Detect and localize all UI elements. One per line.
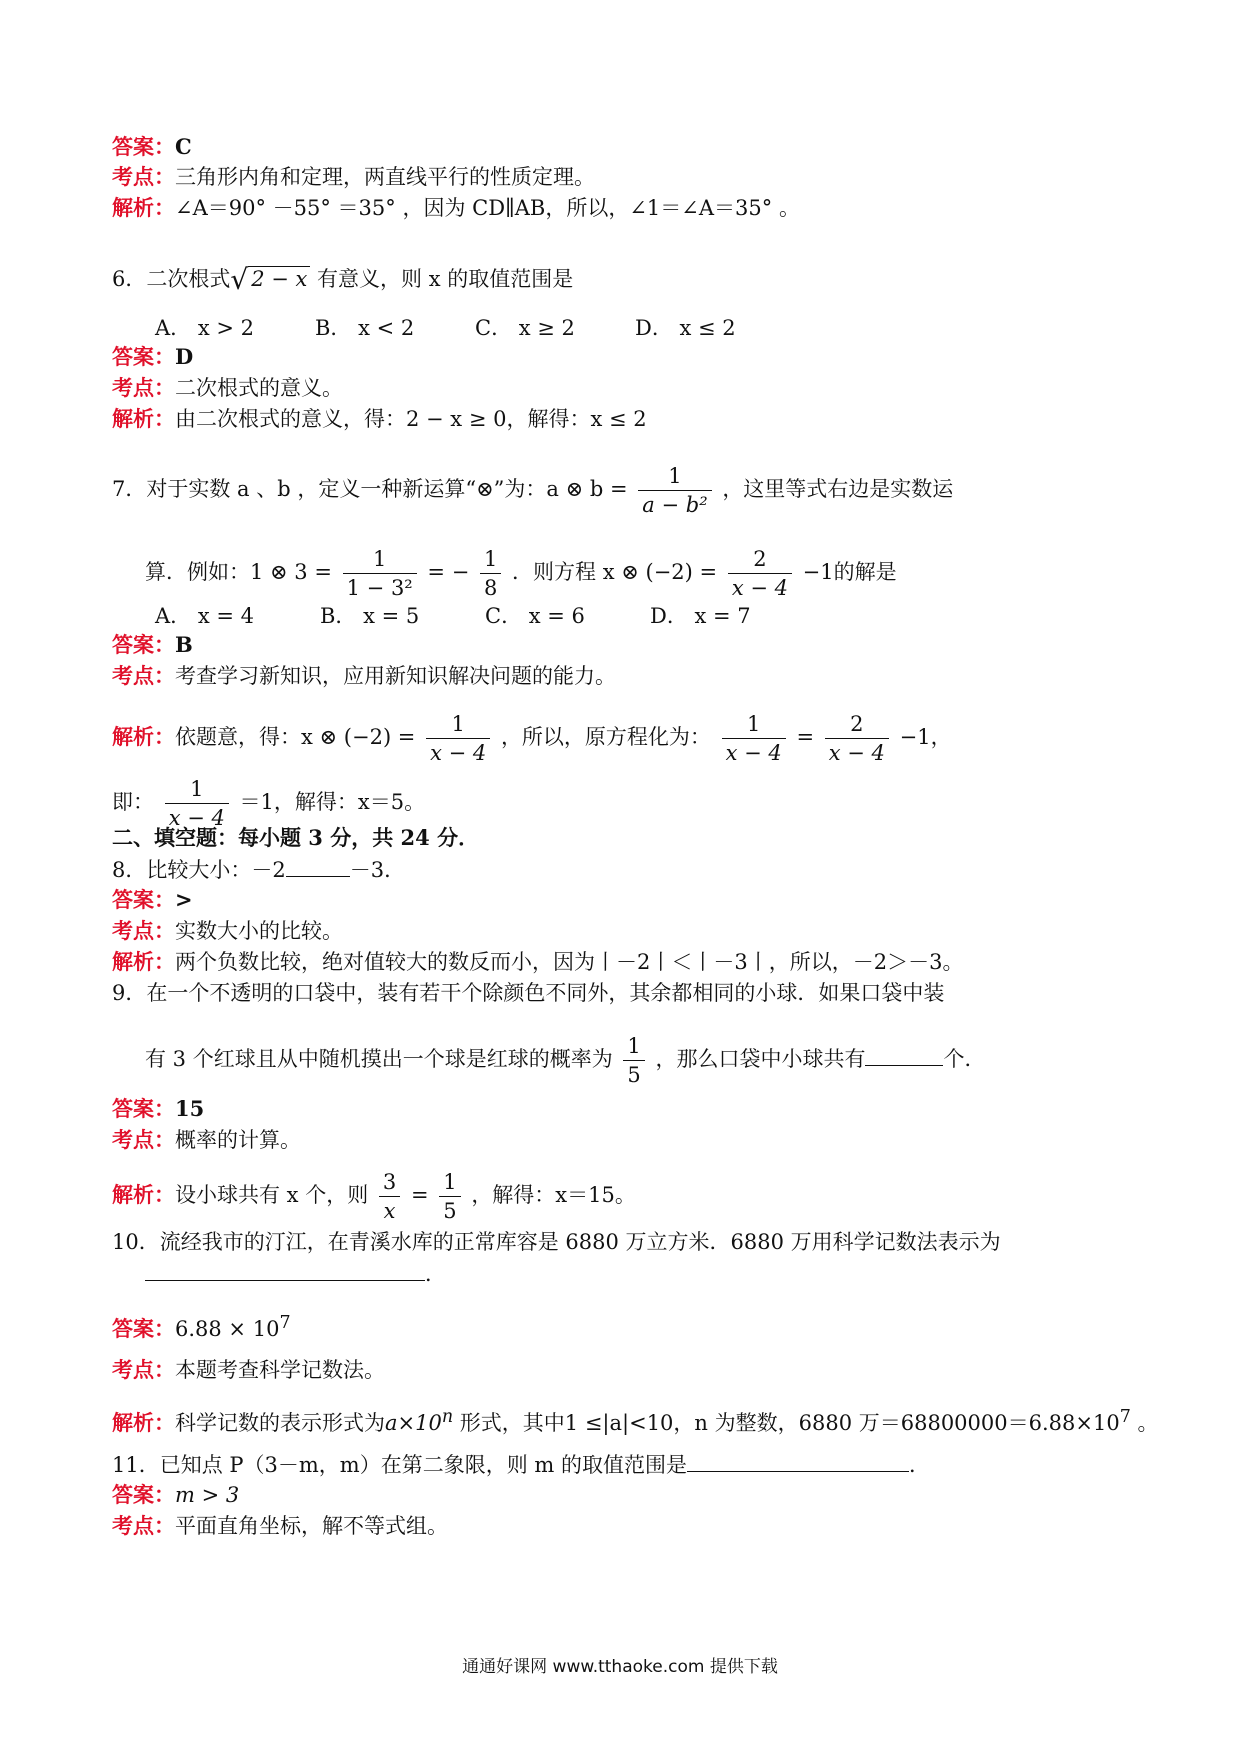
section-heading: 二、填空题：每小题 3 分，共 24 分． — [112, 825, 480, 850]
q7-analysis-line2: 即： $\frac{1}{x - 4}$ ＝1，解得：x＝5。 — [112, 777, 426, 830]
q9-stem-line2: 有 3 个红球且从中随机摸出一个球是红球的概率为 $\frac{1}{5}$ ，那么口袋中小球共有 个． — [145, 1034, 986, 1087]
fraction: $\frac{1}{x - 4}$ — [722, 710, 786, 767]
q9-point: 考点：概率的计算。 — [112, 1127, 301, 1152]
q7-point: 考点：考查学习新知识，应用新知识解决问题的能力。 — [112, 663, 616, 688]
q7-option-a: A． x = 4 — [155, 604, 254, 628]
q6-analysis: 解析：由二次根式的意义，得：2 − x ≥ 0，解得：x ≤ 2 — [112, 406, 647, 431]
fraction: $\frac{1}{5}$ — [439, 1168, 460, 1225]
fraction: $\frac{1}{x - 4}$ — [426, 710, 490, 767]
q6-option-b: B． x < 2 — [315, 316, 415, 340]
q8-analysis: 解析：两个负数比较，绝对值较大的数反而小，因为丨－2丨＜丨－3丨，所以，－2＞－3。 — [112, 949, 964, 974]
q6-stem: 6．二次根式√ 2 − x 有意义，则 x 的取值范围是 — [112, 263, 574, 296]
q10-blank-line: ． — [145, 1258, 446, 1289]
q9-stem: 9．在一个不透明的口袋中，装有若干个除颜色不同外，其余都相同的小球．如果口袋中装 — [112, 981, 945, 1005]
answer-blank — [145, 1258, 425, 1281]
q5-answer: 答案：C — [112, 134, 192, 159]
q7-option-d: D． x = 7 — [650, 604, 751, 628]
sqrt-symbol: √ 2 − x — [230, 264, 310, 295]
q8-stem: 8．比较大小：－2 －3． — [112, 854, 405, 885]
fraction: $\frac{3}{x}$ — [379, 1168, 400, 1225]
q5-point: 考点：三角形内角和定理，两直线平行的性质定理。 — [112, 164, 595, 189]
q11-point: 考点：平面直角坐标，解不等式组。 — [112, 1513, 448, 1538]
q10-analysis: 解析：科学记数的表示形式为$a\times 10^n$ 形式，其中1 ≤|a|<10，n 为整数，6880 万$=68800000=6.88\times 10^7$ 。 — [112, 1407, 1159, 1435]
fraction: $\frac{1}{\text{a − b²}}$ — [638, 462, 711, 519]
answer-blank — [865, 1043, 943, 1066]
q6-option-d: D． x ≤ 2 — [635, 316, 736, 340]
q11-answer: 答案：m > 3 — [112, 1482, 240, 1507]
answer-blank — [286, 854, 350, 877]
fraction: $\frac{2}{x - 4}$ — [825, 710, 889, 767]
q6-answer: 答案：D — [112, 344, 194, 369]
q11-stem: 11．已知点 P（3－m，m）在第二象限，则 m 的取值范围是 ． — [112, 1449, 930, 1480]
q10-point: 考点：本题考查科学记数法。 — [112, 1357, 385, 1382]
q5-analysis: 解析：∠A＝90° －55° ＝35° ，因为 CD∥AB，所以，∠1＝∠A＝35° 。 — [112, 195, 800, 220]
q7-option-b: B． x = 5 — [320, 604, 420, 628]
fraction: $\frac{1}{8}$ — [480, 545, 501, 602]
q8-answer: 答案：> — [112, 887, 193, 912]
q7-analysis: 解析：依题意，得：x ⊗ (−2) = $\frac{1}{x - 4}$ ，所以，原方程化为： $\frac{1}{x - 4}$ = $\frac{2}{x - 4}$ −1， — [112, 712, 952, 765]
q6-point: 考点：二次根式的意义。 — [112, 375, 343, 400]
q7-stem-line2: 算．例如：1 ⊗ 3 = $\frac{1}{\text{1 − 3²}}$ = − $\frac{1}{8}$ ．则方程 x ⊗ (−2) = $\frac{2}{x - 4}$ −1的解是 — [145, 547, 897, 600]
fraction: $\frac{1}{x - 4}$ — [165, 775, 229, 832]
fraction: $\frac{1}{5}$ — [623, 1032, 644, 1089]
q10-answer: 答案：$6.88 \times 10^7$ — [112, 1313, 291, 1341]
q6-option-a: A． x > 2 — [155, 316, 254, 340]
page-footer: 通通好课网 www.tthaoke.com 提供下载 — [462, 1657, 778, 1677]
q7-options — [155, 601, 815, 631]
q7-stem: 7．对于实数 a 、b ，定义一种新运算“⊗”为：a ⊗ b = $\frac{1}{\text{a − b²}}$ ，这里等式右边是实数运 — [112, 464, 954, 517]
q8-point: 考点：实数大小的比较。 — [112, 918, 343, 943]
fraction: $\frac{2}{x - 4}$ — [728, 545, 792, 602]
q7-option-c: C． x = 6 — [485, 604, 585, 628]
q10-stem: 10．流经我市的汀江，在青溪水库的正常库容是 6880 万立方米．6880 万用科学记数法表示为 — [112, 1230, 1001, 1254]
fraction: $\frac{1}{\text{1 − 3²}}$ — [343, 545, 417, 602]
q6-options — [155, 313, 795, 343]
answer-blank — [687, 1449, 909, 1472]
q9-answer: 答案：15 — [112, 1096, 205, 1121]
q6-option-c: C． x ≥ 2 — [475, 316, 575, 340]
q9-analysis: 解析：设小球共有 x 个，则 $\frac{3}{x}$ = $\frac{1}{5}$ ，解得：x＝15。 — [112, 1170, 636, 1223]
q7-answer: 答案：B — [112, 632, 193, 657]
